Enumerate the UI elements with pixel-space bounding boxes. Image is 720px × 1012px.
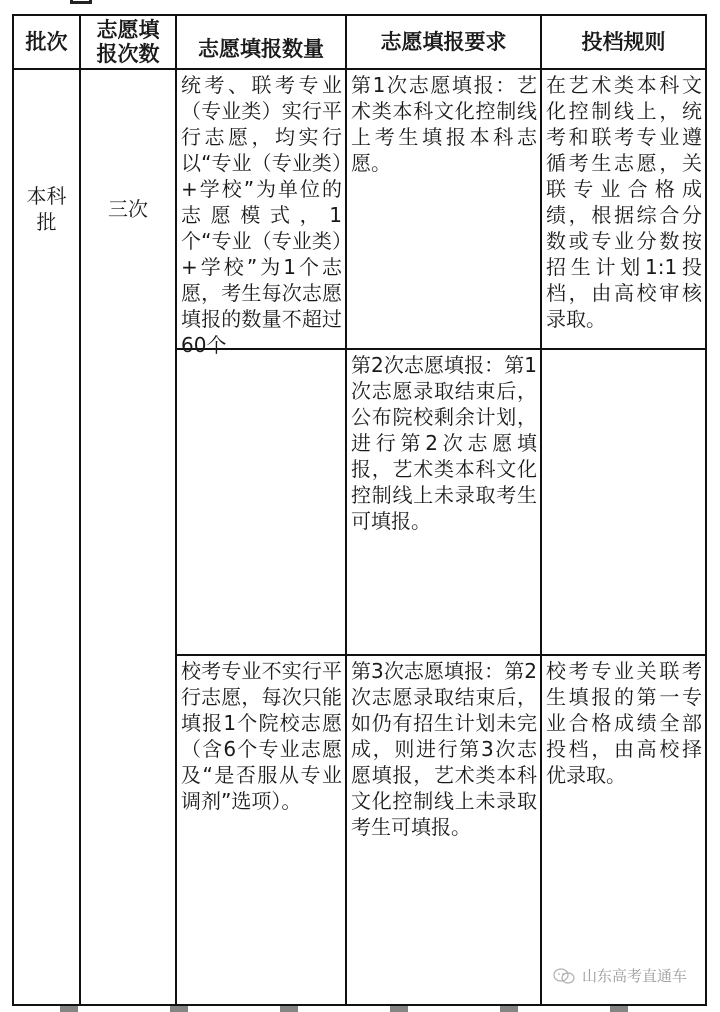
watermark xyxy=(552,965,687,986)
partial-heading-glyph xyxy=(70,0,92,4)
header-requirement: 志愿填报要求 xyxy=(380,30,507,54)
header-times: 志愿填报次数 xyxy=(96,18,160,66)
row3-requirement: 第3次志愿填报：第2次志愿录取结束后，如仍有招生计划未完成，则进行第3次志愿填报，艺术类本科文化控制线上未录取考生可填报。 xyxy=(351,659,537,839)
batch-cell: 本科批 xyxy=(26,184,67,234)
row2-rule xyxy=(542,350,705,654)
watermark-text: 山东高考直通车 xyxy=(581,967,687,985)
row3-quantity: 校考专业不实行平行志愿，每次只能填报1个院校志愿（含6个专业志愿及“是否服从专业调剂”选项）。 xyxy=(181,659,342,813)
times-cell: 三次 xyxy=(108,197,148,221)
wechat-icon xyxy=(552,967,576,985)
row3-rule: 校考专业关联考生填报的第一专业合格成绩全部投档，由高校择优录取。 xyxy=(546,659,702,787)
row2-quantity xyxy=(177,350,345,654)
header-quantity: 志愿填报数量 xyxy=(198,37,324,61)
header-batch: 批次 xyxy=(25,30,68,54)
row2-requirement: 第2次志愿填报：第1次志愿录取结束后，公布院校剩余计划，进行第2次志愿填报，艺术类本科文化控制线上未录取考生可填报。 xyxy=(351,353,537,533)
enrollment-table xyxy=(12,14,707,1006)
header-rule: 投档规则 xyxy=(581,30,666,54)
row1-quantity: 统考、联考专业（专业类）实行平行志愿，均实行以“专业（专业类）+学校”为单位的志愿模式，1个“专业（专业类）+学校”为1个志愿，考生每次志愿填报的数量不超过60个 xyxy=(181,73,342,357)
cropped-next-line xyxy=(0,1006,720,1012)
row1-rule: 在艺术类本科文化控制线上，统考和联考专业遵循考生志愿，关联专业合格成绩，根据综合分数或专业分数按招生计划1:1投档，由高校审核录取。 xyxy=(546,73,702,331)
row1-requirement: 第1次志愿填报：艺术类本科文化控制线上考生填报本科志愿。 xyxy=(351,73,537,175)
